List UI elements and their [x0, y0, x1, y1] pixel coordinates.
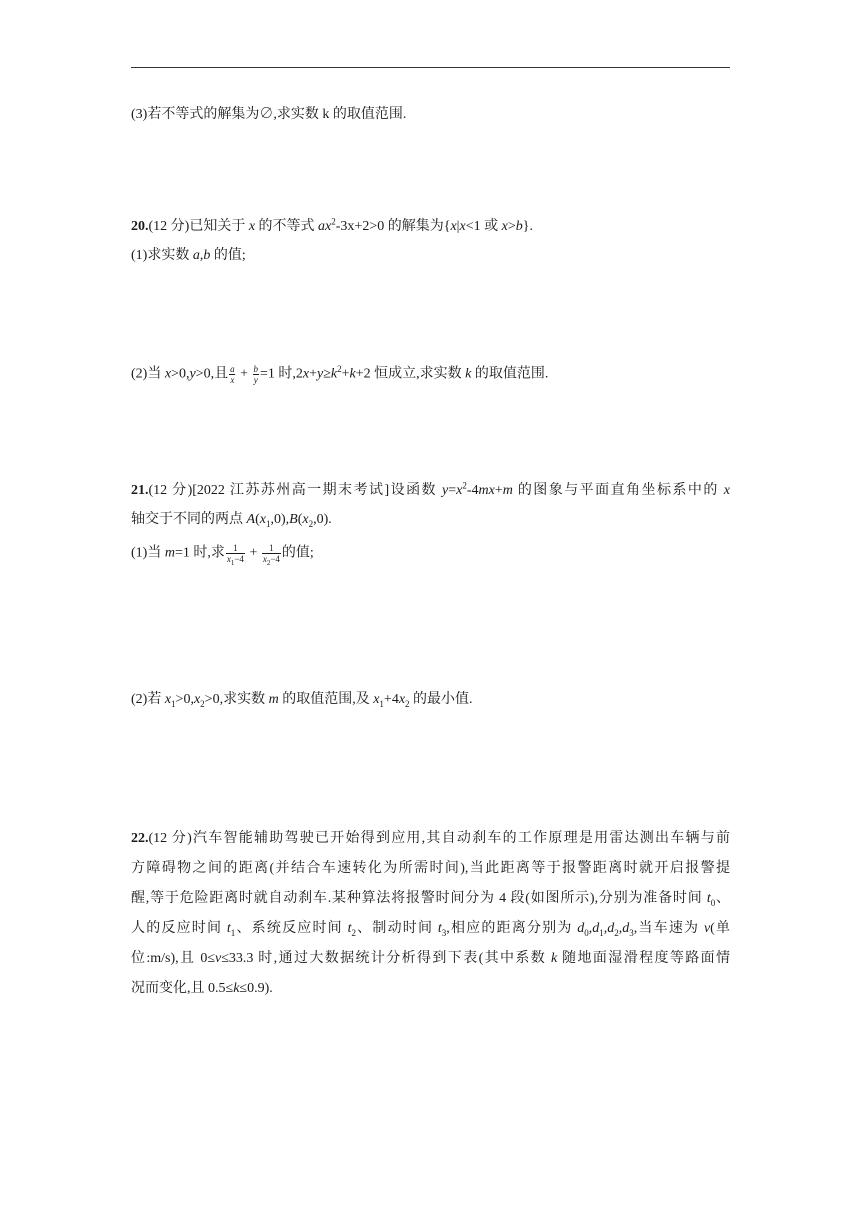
q22-line5: 位:m/s),且 0≤v≤33.3 时,通过大数据统计分析得到下表(其中系数 k 随地面湿滑程度等路面情: [131, 951, 730, 966]
q21-stem: 21.(12 分)[2022 江苏苏州高一期末考试]设函数 $y=x^2-4mx+m$ 的图象与平面直角坐标系中的 x: [131, 480, 731, 498]
q21-part2: (2)若 $x_1>0,x_2>0$,求实数 m 的取值范围,及 $x_1+4x_2$ 的最小值.: [131, 692, 473, 709]
q22-line2: 方障碍物之间的距离(并结合车速转化为所需时间),当此距离等于报警距离时就开启报警提: [131, 861, 730, 876]
question-number: 21.: [131, 483, 149, 498]
fraction-1-over-x2-4: $\frac{1}{x_2-4}$: [262, 543, 280, 567]
question-number: 20.: [131, 219, 149, 234]
score-label: (12 分): [148, 831, 192, 846]
q21-part1: (1)当 m=1 时,求 $\frac{1}{x_1-4}$ + $\frac{1}{x_2-4}$ 的值;: [131, 543, 314, 567]
q20-stem: 20.(12 分)已知关于 x 的不等式 $ax^2-3x+2>0$ 的解集为{x|x<1 或 x>b}.: [131, 216, 533, 234]
fraction-1-over-x1-4: $\frac{1}{x_1-4}$: [226, 543, 244, 567]
q19-part3: [131, 106, 406, 124]
q20-part1: (1)求实数 a,b 的值;: [131, 248, 246, 263]
q21-stem-line2: 轴交于不同的两点 $A(x_1,0),B(x_2,0)$.: [131, 512, 332, 529]
q20-part2: (2)当 x>0,y>0,且 $\frac{a}{x}$ + $\frac{b}{y}$ =1 时$,2x+y\ge k^2+k+2$ 恒成立,求实数 k 的取值范围.: [131, 364, 549, 385]
q22-line4: 人的反应时间 $t_1$、系统反应时间 $t_2$、制动时间 $t_3$,相应的距离分别为 $d_0,d_1,d_2,d_3$,当车速为 v(单: [131, 921, 731, 938]
score-label: (12 分): [148, 219, 190, 234]
q22-line3: 醒,等于危险距离时就自动刹车.某种算法将报警时间分为 4 段(如图所示),分别为准备时间 $t_0$、: [131, 891, 731, 908]
fraction-a-over-x: $\frac{a}{x}$: [230, 364, 235, 385]
q22-line6: 况而变化,且 0.5≤k≤0.9).: [131, 981, 273, 996]
score-label: (12 分): [148, 483, 193, 498]
fraction-b-over-y: $\frac{b}{y}$: [253, 364, 258, 385]
question-number: 22.: [131, 831, 149, 846]
q22-line1: 22.(12 分)汽车智能辅助驾驶已开始得到应用,其自动刹车的工作原理是用雷达测出车辆与前: [131, 831, 730, 846]
header-rule: [131, 67, 730, 68]
source-label: [2022 江苏苏州高一期末考试]: [192, 483, 390, 498]
part-text: 若不等式的解集为∅,求实数 k 的取值范围.: [147, 107, 407, 122]
part-label: (3): [131, 107, 148, 122]
